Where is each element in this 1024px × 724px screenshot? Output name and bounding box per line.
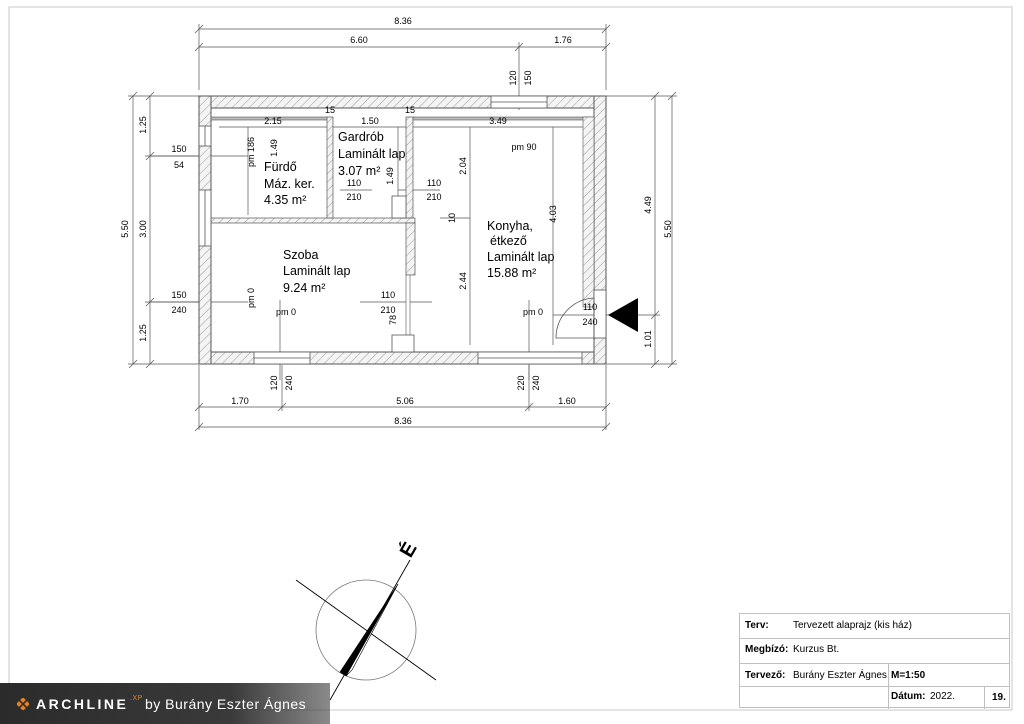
room-konyha-name2: étkező xyxy=(490,234,527,248)
dim-bottom-overall: 8.36 xyxy=(394,416,412,426)
entry-door-w: 110 xyxy=(582,302,598,312)
dim-left-bottom: 1.25 xyxy=(138,324,148,342)
dim-gardrob-h: 1.49 xyxy=(385,167,395,185)
szoba-door-h: 210 xyxy=(380,305,396,315)
walls xyxy=(199,96,606,364)
room-gardrob-floor: Laminált lap xyxy=(338,147,406,161)
room-gardrob-name: Gardrób xyxy=(338,130,384,144)
dim-left-overall: 5.50 xyxy=(120,220,130,238)
room-konyha-area: 15.88 m² xyxy=(487,266,537,280)
window-top-h: 120 xyxy=(508,70,518,86)
dim-furdo-w: 2.15 xyxy=(264,116,282,126)
north-label: É xyxy=(395,538,422,562)
north-arrow-icon xyxy=(296,560,436,700)
dim-left-mid: 3.00 xyxy=(138,220,148,238)
dim-bottom-a: 1.70 xyxy=(231,396,249,406)
dim-wall-v: 10 xyxy=(447,212,457,224)
dim-right-lower: 1.01 xyxy=(643,330,653,348)
window-lt-w: 54 xyxy=(173,160,185,170)
title-row-tervezo xyxy=(740,663,1009,687)
room-konyha-name: Konyha, xyxy=(487,219,533,233)
archline-logo-suffix: .XP xyxy=(130,695,143,702)
level-szoba-left: pm 0 xyxy=(246,287,256,309)
dim-konyha-top-h: 2.04 xyxy=(458,157,468,175)
archline-logo-icon xyxy=(17,697,29,709)
title-row-terv xyxy=(740,614,1009,639)
dim-wall1: 15 xyxy=(324,105,336,115)
entry-door-h: 240 xyxy=(582,317,598,327)
dim-furdo-h: 1.49 xyxy=(269,139,279,157)
window-top-w: 150 xyxy=(523,70,533,86)
datum-label: Dátum: xyxy=(891,691,926,702)
gardrob-door-w: 110 xyxy=(426,178,442,188)
datum-value: 2022. xyxy=(930,691,956,702)
szoba-door-side: 78 xyxy=(388,314,398,326)
scale-value: M=1:50 xyxy=(891,670,926,681)
entry-arrow-icon xyxy=(608,298,638,332)
dim-bottom-c: 1.60 xyxy=(558,396,576,406)
window-br-h: 220 xyxy=(516,375,526,391)
dim-gardrob-w: 1.50 xyxy=(361,116,379,126)
level-furdo: pm 186 xyxy=(246,136,256,168)
tervezo-value: Burány Eszter Ágnes xyxy=(793,670,887,681)
room-szoba-area: 9.24 m² xyxy=(283,281,326,295)
szoba-door-opening xyxy=(392,335,414,352)
dim-bottom-b: 5.06 xyxy=(396,396,414,406)
dim-top-right: 1.76 xyxy=(554,35,572,45)
megbizo-value: Kurzus Bt. xyxy=(793,644,840,655)
room-furdo-area: 4.35 m² xyxy=(264,193,307,207)
window-bl-w: 240 xyxy=(284,375,294,391)
sheet-number: 19. xyxy=(992,692,1006,703)
room-furdo-name: Fürdő xyxy=(264,160,297,174)
archline-logo-text: ARCHLINE xyxy=(36,696,129,712)
room-konyha-floor: Laminált lap xyxy=(487,250,555,264)
megbizo-label: Megbízó: xyxy=(745,644,789,655)
szoba-door-w: 110 xyxy=(380,290,396,300)
window-lb-h: 150 xyxy=(171,290,187,300)
dim-konyha-full: 4.03 xyxy=(548,205,558,223)
furdo-door-h: 210 xyxy=(346,192,362,202)
entry-door xyxy=(556,290,606,338)
level-konyha: pm 0 xyxy=(522,307,544,317)
dim-wall2: 15 xyxy=(404,105,416,115)
tervezo-label: Tervező: xyxy=(745,670,786,681)
dim-top-left: 6.60 xyxy=(350,35,368,45)
dim-konyha-bot-h: 2.44 xyxy=(458,272,468,290)
window-bl-h: 120 xyxy=(269,375,279,391)
level-szoba: pm 0 xyxy=(275,307,297,317)
room-gardrob-area: 3.07 m² xyxy=(338,164,381,178)
room-furdo-floor: Máz. ker. xyxy=(264,177,315,191)
room-szoba-name: Szoba xyxy=(283,248,319,262)
window-lb-w: 240 xyxy=(171,305,187,315)
window-lt-h: 150 xyxy=(171,144,187,154)
level-konyha-top: pm 90 xyxy=(511,142,537,152)
title-row-megbizo xyxy=(740,638,1009,664)
gardrob-door-h: 210 xyxy=(426,192,442,202)
room-szoba-floor: Laminált lap xyxy=(283,264,351,278)
dim-right-overall: 5.50 xyxy=(663,220,673,238)
brand-strip xyxy=(0,683,330,724)
furdo-door-w: 110 xyxy=(346,178,362,188)
window-br-w: 240 xyxy=(531,375,541,391)
dim-konyha-w: 3.49 xyxy=(489,116,507,126)
brand-byline: by Burány Eszter Ágnes xyxy=(145,696,307,712)
terv-value: Tervezett alaprajz (kis ház) xyxy=(793,620,912,631)
dim-top-overall: 8.36 xyxy=(394,16,412,26)
dim-left-top: 1.25 xyxy=(138,116,148,134)
title-block xyxy=(739,613,1010,708)
gardrob-door-opening xyxy=(392,196,406,218)
terv-label: Terv: xyxy=(745,620,769,631)
dim-right-upper: 4.49 xyxy=(643,196,653,214)
